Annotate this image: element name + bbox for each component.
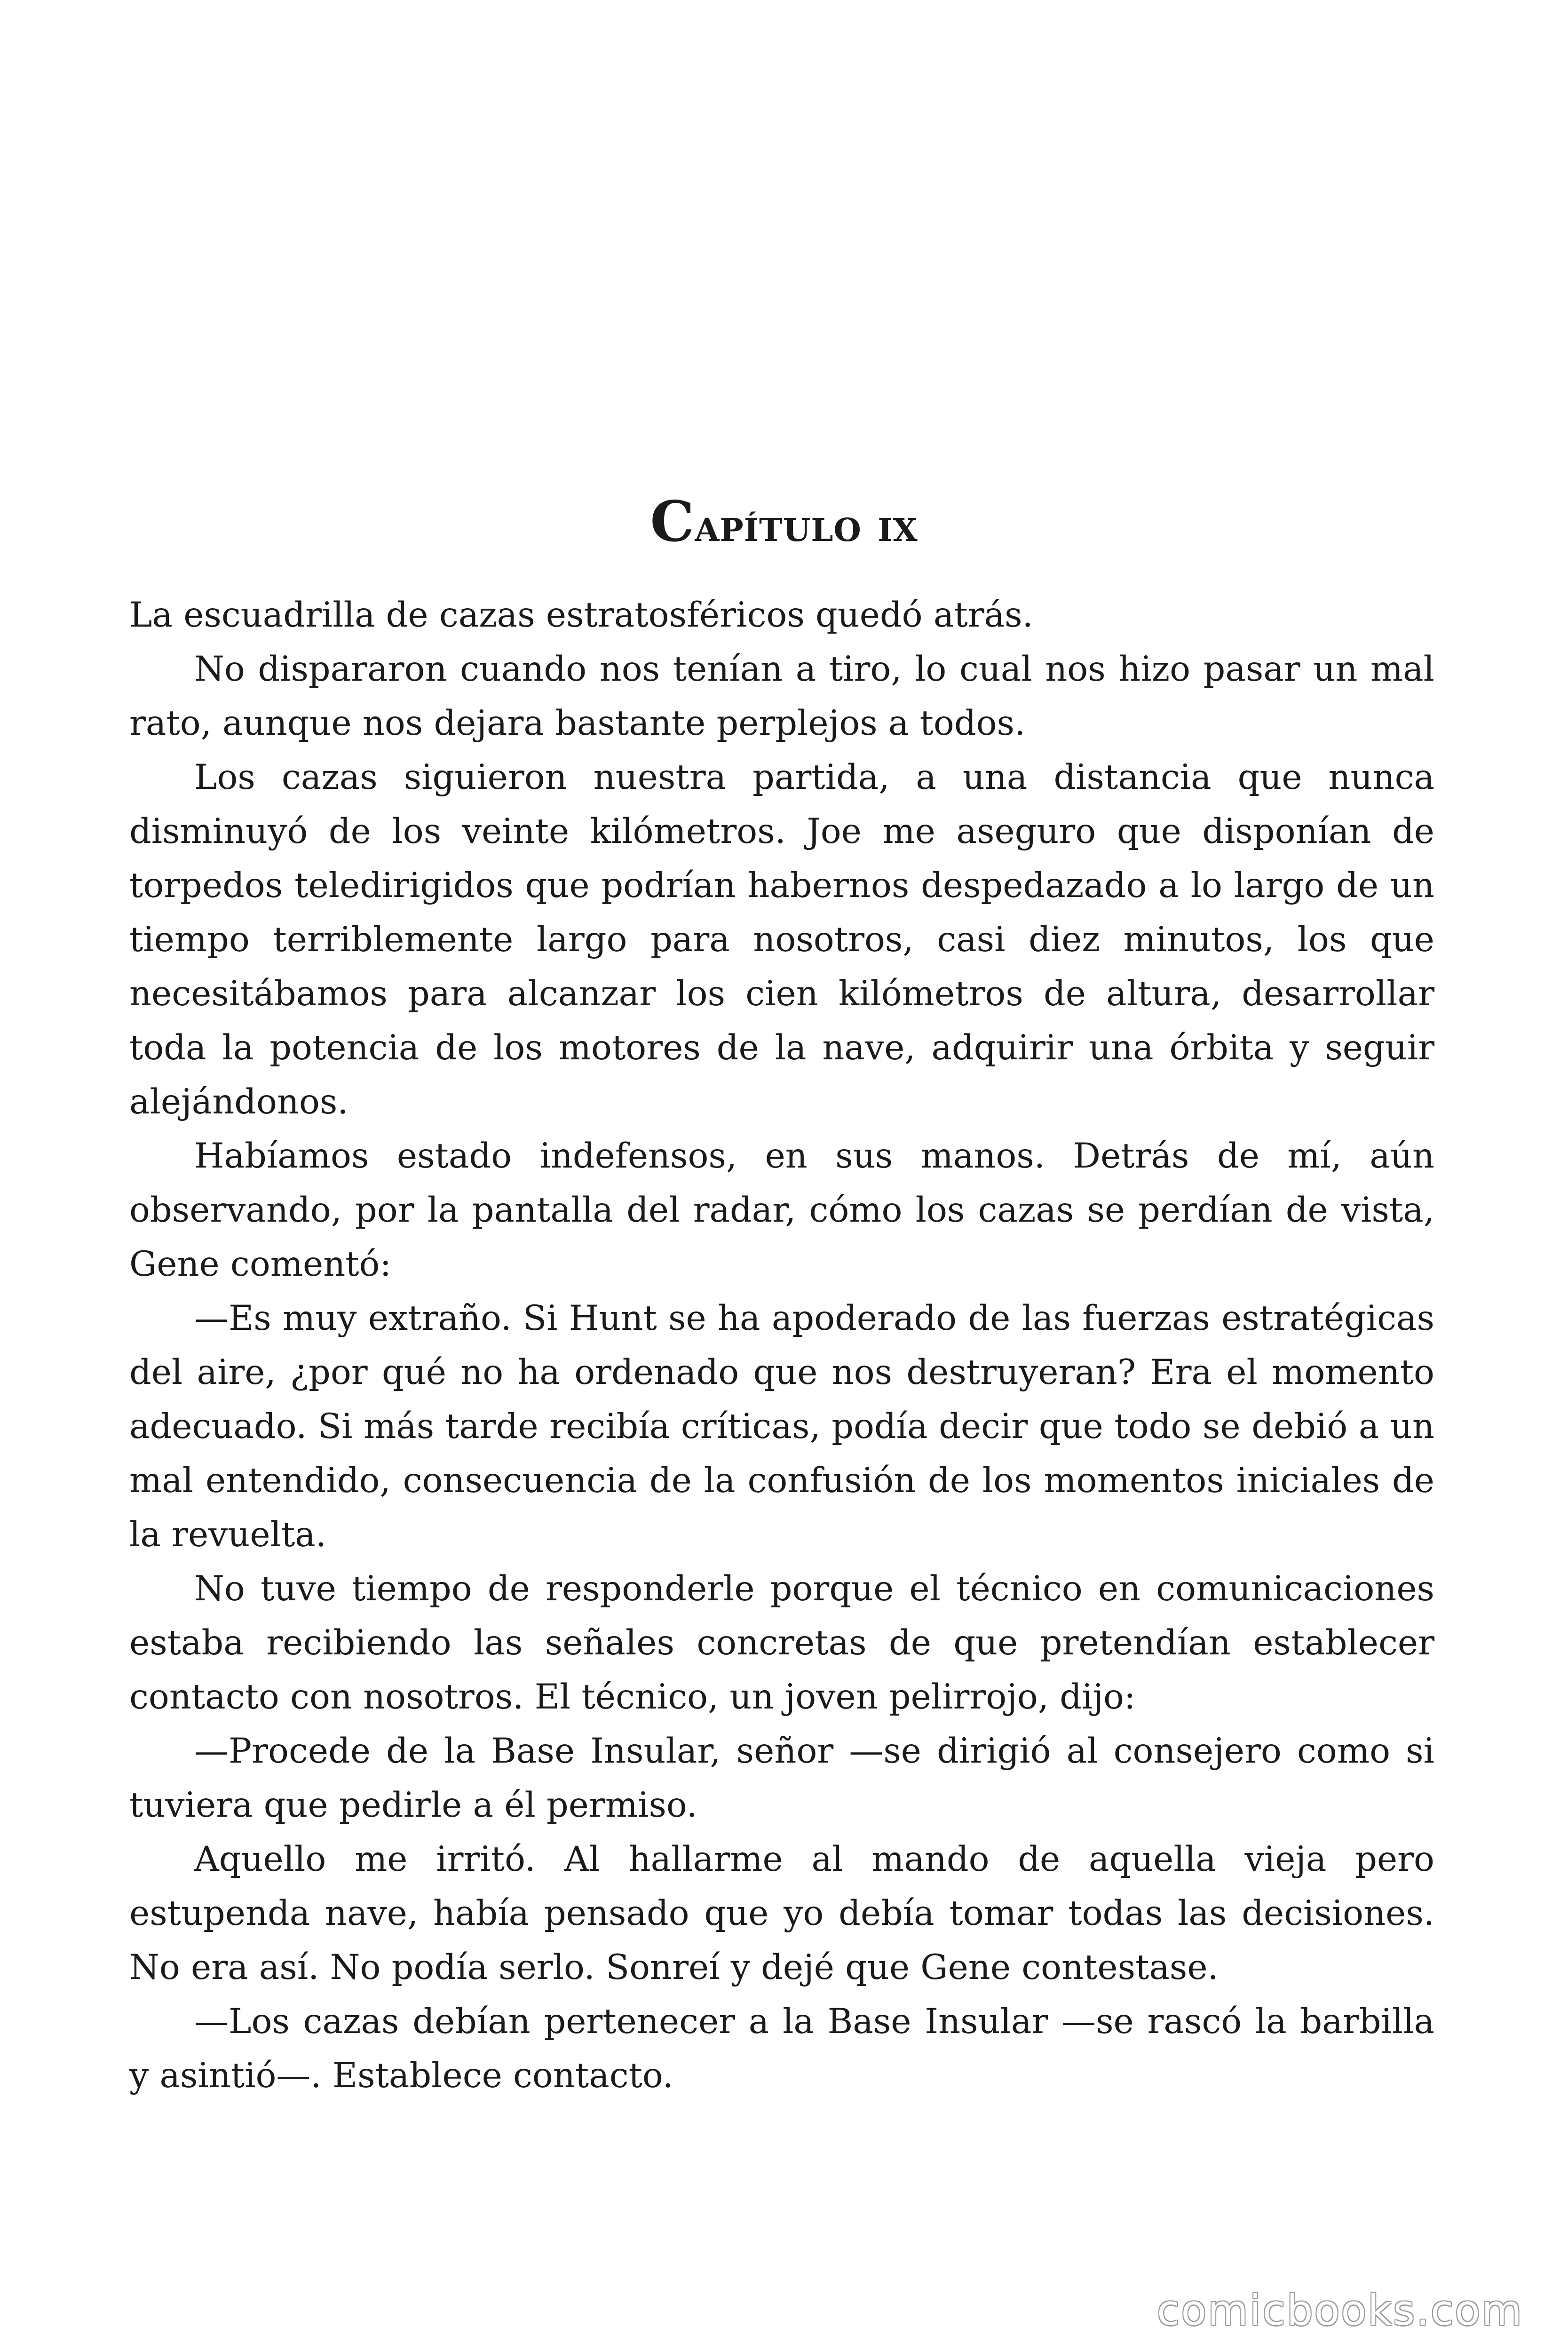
chapter-title-rest: apítulo ix (695, 499, 918, 552)
paragraph: No tuve tiempo de responderle porque el técnico en comunicaciones estaba recibiendo las señales concretas de que pretendían establecer contacto con nosotros. El técnico, un joven pelirrojo, dijo: (129, 1569, 1434, 1717)
paragraph: —Procede de la Base Insular, señor —se dirigió al consejero como si tuviera que pedirle a él permiso. (129, 1731, 1434, 1825)
paragraph: La escuadrilla de cazas estratosféricos quedó atrás. (129, 595, 1033, 635)
paragraph: Aquello me irritó. Al hallarme al mando de aquella vieja pero estupenda nave, había pensado que yo debía tomar todas las decisiones. No era así. No podía serlo. Sonreí y dejé que Gene contestase. (129, 1839, 1434, 1987)
paragraph: Habíamos estado indefensos, en sus manos. Detrás de mí, aún observando, por la pantalla del radar, cómo los cazas se perdían de vista, Gene comentó: (129, 1136, 1434, 1284)
paragraph: —Los cazas debían pertenecer a la Base Insular —se rascó la barbilla y asintió—. Establece contacto. (129, 2002, 1434, 2096)
chapter-title (0, 489, 1568, 554)
paragraph: Los cazas siguieron nuestra partida, a una distancia que nunca disminuyó de los veinte kilómetros. Joe me aseguro que disponían de torpedos teledirigidos que podrían habernos despedazado a lo largo de un tiempo terriblemente largo para nosotros, casi diez minutos, los que necesitábamos para alcanzar los cien kilómetros de altura, desarrollar toda la potencia de los motores de la nave, adquirir una órbita y seguir alejándonos. (129, 757, 1434, 1122)
watermark-text: comicbooks.com (1156, 2286, 1523, 2335)
paragraph: —Es muy extraño. Si Hunt se ha apoderado de las fuerzas estratégicas del aire, ¿por qué no ha ordenado que nos destruyeran? Era el momento adecuado. Si más tarde recibía críticas, podía decir que todo se debió a un mal entendido, consecuencia de la confusión de los momentos iniciales de la revuelta. (129, 1298, 1434, 1555)
chapter-body (129, 588, 1434, 2103)
paragraph: No dispararon cuando nos tenían a tiro, lo cual nos hizo pasar un mal rato, aunque nos dejara bastante perplejos a todos. (129, 649, 1434, 743)
chapter-title-initial: C (650, 489, 695, 555)
